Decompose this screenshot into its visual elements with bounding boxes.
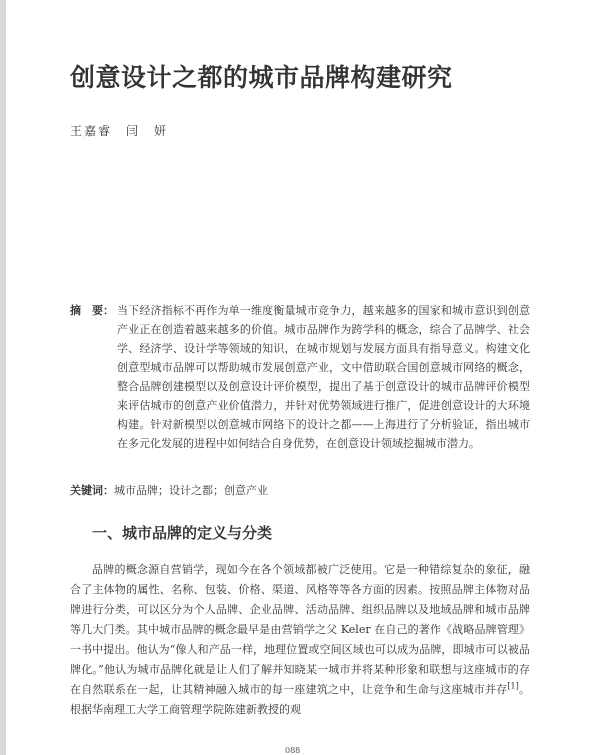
keywords-label: 关键词： [70, 484, 114, 497]
abstract [70, 301, 530, 453]
keywords-text: 城市品牌；设计之都；创意产业 [114, 484, 268, 497]
section-heading: 一、城市品牌的定义与分类 [92, 524, 273, 542]
keywords [70, 482, 268, 498]
paper-title: 创意设计之都的城市品牌构建研究 [70, 63, 453, 92]
page-number: 088 [285, 746, 301, 755]
citation-mark: [1] [507, 681, 519, 691]
body-text-part2: 。根据华南理工大学工商管理学院陈建新教授的观 [70, 683, 530, 716]
abstract-body: 当下经济指标不再作为单一维度衡量城市竞争力，越来越多的国家和城市意识到创意产业正在创造着越来越多的价值。城市品牌作为跨学科的概念，综合了品牌学、社会学、经济学、设计学等领域的知识，在城市规划与发展方面具有指导意义。构建文化创意型城市品牌可以帮助城市发展创意产业，文中借助联合国创意城市网络的概念，整合品牌创建模型以及创意设计评价模型，提出了基于创意设计的城市品牌评价模型来评估城市的创意产业价值潜力，并针对优势领域进行推广，促进创意设计的大环境构建。针对新模型以创意城市网络下的设计之都——上海进行了分析验证，指出城市在多元化发展的进程中如何结合自身优势，在创意设计领域挖掘城市潜力。 [117, 304, 530, 450]
abstract-label: 摘 要： [70, 304, 114, 317]
body-text-part1: 品牌的概念源自营销学，现如今在各个领域都被广泛使用。它是一种错综复杂的象征，融合了主体物的属性、名称、包装、价格、渠道、风格等等各方面的因素。按照品牌主体物对品牌进行分类，可以区分为个人品牌、企业品牌、活动品牌、组织品牌以及地域品牌和城市品牌等几大门类。其中城市品牌的概念最早是由营销学之父 Keler 在自己的著作《战略品牌管理》一书中提出。他认为“像人和产品一样，地理位置或空间区域也可以成为品牌，即城市可以被品牌化。”他认为城市品牌化就是让人们了解并知晓某一城市并将某种形象和联想与这座城市的存在自然联系在一起，让其精神融入城市的每一座建筑之中，让竞争和生命与这座城市并存 [70, 563, 530, 696]
page-edge [0, 0, 6, 755]
body-paragraph [70, 560, 530, 720]
paper-authors: 王嘉睿 闫 妍 [70, 124, 169, 138]
